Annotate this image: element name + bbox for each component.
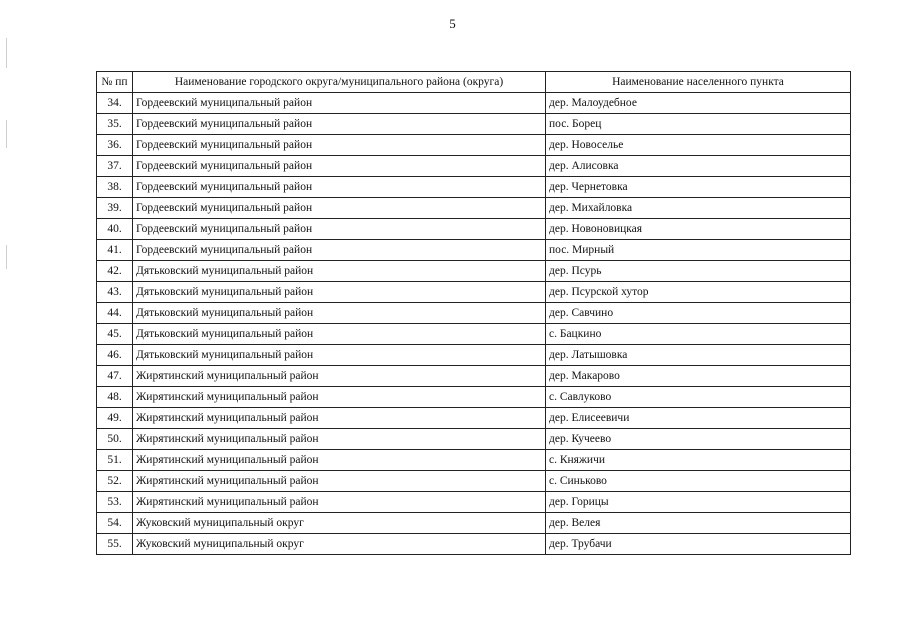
settlement-cell: дер. Горицы (546, 492, 851, 513)
settlement-cell: дер. Новоновицкая (546, 219, 851, 240)
district-cell: Гордеевский муниципальный район (133, 156, 546, 177)
table-row (97, 429, 851, 450)
row-number: 43. (97, 282, 133, 303)
settlement-cell: дер. Малоудебное (546, 93, 851, 114)
table-row (97, 93, 851, 114)
settlement-cell: с. Княжичи (546, 450, 851, 471)
table-row (97, 513, 851, 534)
table-row (97, 387, 851, 408)
district-cell: Гордеевский муниципальный район (133, 135, 546, 156)
settlement-cell: дер. Новоселье (546, 135, 851, 156)
district-cell: Дятьковский муниципальный район (133, 324, 546, 345)
scan-artifact (6, 245, 7, 269)
settlement-cell: дер. Чернетовка (546, 177, 851, 198)
district-cell: Дятьковский муниципальный район (133, 261, 546, 282)
district-cell: Жирятинский муниципальный район (133, 387, 546, 408)
table-row (97, 303, 851, 324)
row-number: 34. (97, 93, 133, 114)
scan-artifact (6, 120, 7, 148)
row-number: 51. (97, 450, 133, 471)
district-cell: Дятьковский муниципальный район (133, 303, 546, 324)
table-row (97, 471, 851, 492)
settlement-cell: дер. Велея (546, 513, 851, 534)
table-row (97, 366, 851, 387)
row-number: 37. (97, 156, 133, 177)
settlement-cell: с. Синьково (546, 471, 851, 492)
settlement-cell: дер. Трубачи (546, 534, 851, 555)
row-number: 46. (97, 345, 133, 366)
row-number: 36. (97, 135, 133, 156)
row-number: 44. (97, 303, 133, 324)
district-cell: Жирятинский муниципальный район (133, 450, 546, 471)
district-cell: Гордеевский муниципальный район (133, 93, 546, 114)
district-cell: Жирятинский муниципальный район (133, 429, 546, 450)
row-number: 47. (97, 366, 133, 387)
row-number: 50. (97, 429, 133, 450)
row-number: 39. (97, 198, 133, 219)
table-row (97, 261, 851, 282)
header-num: № пп (97, 72, 133, 93)
row-number: 38. (97, 177, 133, 198)
settlements-table (96, 71, 851, 555)
table-row (97, 345, 851, 366)
district-cell: Гордеевский муниципальный район (133, 240, 546, 261)
row-number: 52. (97, 471, 133, 492)
table-row (97, 135, 851, 156)
district-cell: Жирятинский муниципальный район (133, 492, 546, 513)
table-row (97, 450, 851, 471)
scan-artifact (6, 38, 7, 68)
header-district: Наименование городского округа/муниципального района (округа) (133, 72, 546, 93)
table-row (97, 240, 851, 261)
settlement-cell: пос. Борец (546, 114, 851, 135)
row-number: 35. (97, 114, 133, 135)
district-cell: Жирятинский муниципальный район (133, 408, 546, 429)
row-number: 55. (97, 534, 133, 555)
district-cell: Жуковский муниципальный округ (133, 513, 546, 534)
settlement-cell: дер. Елисеевичи (546, 408, 851, 429)
settlement-cell: дер. Псурской хутор (546, 282, 851, 303)
table-row (97, 177, 851, 198)
district-cell: Дятьковский муниципальный район (133, 282, 546, 303)
district-cell: Жуковский муниципальный округ (133, 534, 546, 555)
district-cell: Жирятинский муниципальный район (133, 366, 546, 387)
settlement-cell: дер. Псурь (546, 261, 851, 282)
settlement-cell: дер. Савчино (546, 303, 851, 324)
district-cell: Гордеевский муниципальный район (133, 219, 546, 240)
district-cell: Жирятинский муниципальный район (133, 471, 546, 492)
table-row (97, 114, 851, 135)
table-row (97, 198, 851, 219)
row-number: 41. (97, 240, 133, 261)
table-row (97, 534, 851, 555)
page-number: 5 (449, 16, 456, 31)
table-body (97, 93, 851, 555)
row-number: 42. (97, 261, 133, 282)
district-cell: Дятьковский муниципальный район (133, 345, 546, 366)
table-row (97, 219, 851, 240)
table-row (97, 324, 851, 345)
settlement-cell: с. Бацкино (546, 324, 851, 345)
row-number: 45. (97, 324, 133, 345)
settlement-cell: дер. Латышовка (546, 345, 851, 366)
row-number: 48. (97, 387, 133, 408)
table-row (97, 408, 851, 429)
settlement-cell: дер. Михайловка (546, 198, 851, 219)
district-cell: Гордеевский муниципальный район (133, 114, 546, 135)
settlement-cell: с. Савлуково (546, 387, 851, 408)
settlement-cell: дер. Макарово (546, 366, 851, 387)
header-settlement: Наименование населенного пункта (546, 72, 851, 93)
row-number: 53. (97, 492, 133, 513)
table-row (97, 282, 851, 303)
settlement-cell: пос. Мирный (546, 240, 851, 261)
district-cell: Гордеевский муниципальный район (133, 198, 546, 219)
row-number: 49. (97, 408, 133, 429)
table-row (97, 156, 851, 177)
row-number: 54. (97, 513, 133, 534)
district-cell: Гордеевский муниципальный район (133, 177, 546, 198)
row-number: 40. (97, 219, 133, 240)
table-header-row (97, 72, 851, 93)
settlement-cell: дер. Алисовка (546, 156, 851, 177)
settlement-cell: дер. Кучеево (546, 429, 851, 450)
table-row (97, 492, 851, 513)
